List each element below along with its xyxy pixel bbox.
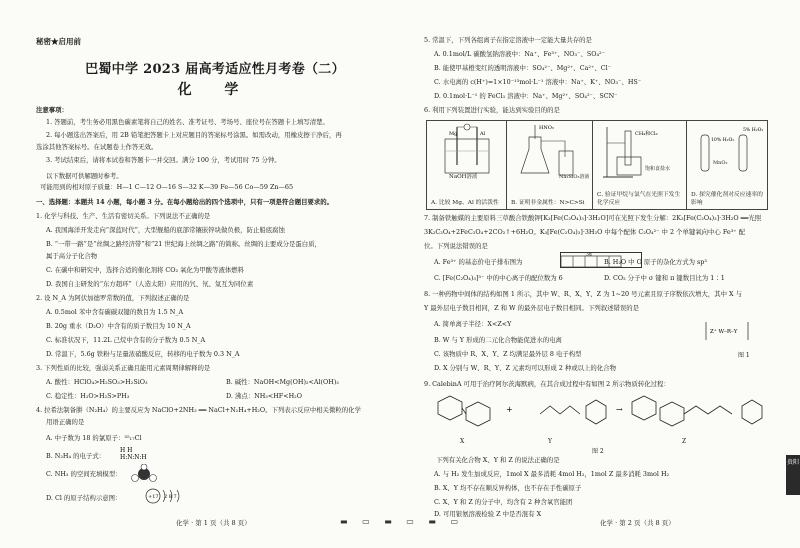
apparatus-c-drawing xyxy=(593,121,687,181)
apparatus-d-drawing xyxy=(687,121,767,181)
q8-c: C. 该物质中 R、X、Y、Z 均满足最外层 8 电子构型 xyxy=(434,350,582,358)
q9-stem: 9. CalebinA 可用于治疗阿尔茨海默病，在其合成过程中有如图 2 所示物质转化过程： xyxy=(424,380,670,388)
q7-c: C. [Fe(C₂O₄)₃]³⁻ 中的中心离子的配位数为 6 xyxy=(434,274,563,282)
q2-d: D. 常温下，5.6g 铁粉与足量浓硝酸反应，转移的电子数为 0.3 N_A xyxy=(46,350,240,358)
q8-a: A. 简单离子半径：X<Z<Y xyxy=(434,320,512,328)
q1-b2: 属于高分子化合物 xyxy=(46,252,98,260)
q2-b: B. 20g 重水（D₂O）中含有的质子数目为 10 N_A xyxy=(46,322,191,330)
q4-b: B. N₂H₄ 的电子式： xyxy=(46,452,106,460)
footer-right: 化学 · 第 2 页（共 8 页） xyxy=(600,519,675,527)
q9-a: A. 与 H₂ 发生加成反应，1mol X 最多消耗 4mol H₂，1mol Z 最多消耗 3mol H₂ xyxy=(434,470,670,478)
apparatus-b-caption: B. 证明非金属性：N>C>Si xyxy=(511,199,585,206)
exam-title: 巴蜀中学 2023 届高考适应性月考卷（二） xyxy=(85,62,345,77)
note-2b: 选涂其他答案标号。在试题卷上作答无效。 xyxy=(36,143,158,151)
svg-text:10% H₂O₂: 10% H₂O₂ xyxy=(711,138,735,143)
q9-d: D. 可用银氨溶液检验 Z 中是否混有 X xyxy=(434,510,542,518)
notes-heading: 注意事项： xyxy=(36,106,68,114)
figure2-reaction-scheme xyxy=(430,392,770,436)
q2-a: A. 0.5mol 苯中含有碳碳双键的数目为 1.5 N_A xyxy=(46,308,184,316)
q8-stem2: Y 最外层电子数目相同，Z 和 W 的最外层电子数目相同。下列叙述错误的是 xyxy=(424,304,640,312)
apparatus-a-drawing xyxy=(427,121,507,181)
q5-d: D. 0.1mol·L⁻¹ 的 FeCl₃ 溶液中：Na⁺、Mg²⁺、SO₄²⁻、SCN⁻ xyxy=(434,92,618,100)
svg-text:CH₄和Cl₂: CH₄和Cl₂ xyxy=(635,131,658,137)
note-2: 2. 每小题选出答案后，用 2B 铅笔把答题卡上对应题目的答案标号涂黑。如需改动，用橡皮擦干净后，再 xyxy=(46,131,342,139)
svg-text:H H: H H xyxy=(120,447,133,454)
secret-label: 秘密★启用前 xyxy=(36,37,81,46)
section1-heading: 一、选择题：本题共 14 小题，每小题 3 分。在每小题给出的四个选项中，只有一项是符合题目要求的。 xyxy=(36,198,334,206)
q5-b: B. 能使甲基橙变红的透明溶液中：SO₄²⁻、Mg²⁺、Ca²⁺、Cl⁻ xyxy=(434,64,612,72)
footer-left: 化学 · 第 1 页（共 8 页） xyxy=(176,519,251,527)
apparatus-c xyxy=(593,121,687,209)
svg-text:+17: +17 xyxy=(148,494,159,500)
q6-apparatus-table xyxy=(426,120,768,210)
q3-stem: 3. 下列性质的比较，强弱关系正确且能用元素周期律解释的是 xyxy=(36,364,211,372)
q5-a: A. 0.1mol/L 碳酸氢钠溶液中：Na⁺、Fe³⁺、NO₃⁻、SO₄²⁻ xyxy=(434,50,605,58)
svg-text:5% H₂O₂: 5% H₂O₂ xyxy=(743,128,764,133)
svg-text:+: + xyxy=(506,405,513,414)
cl-atom-structure-diagram xyxy=(144,486,188,506)
q9-question: 下列有关化合物 X、Y 和 Z 的说法正确的是 xyxy=(436,456,560,464)
q8-b: B. W 与 Y 形成的二元化合物能促进水的电离 xyxy=(434,336,562,344)
q7-stem2: 3K₂C₂O₄+2FeC₂O₄+2CO₂↑+6H₂O。K₃[Fe(C₂O₄)₃]·3H₂O 中每个配体 C₂O₄²⁻ 中 2 个单键氧向中心 Fe³⁺ 配 xyxy=(424,228,746,236)
q8-d: D. X 分别与 W、R、Y、Z 元素均可以形成 2 种或以上的化合物 xyxy=(434,364,616,372)
q3-a: A. 酸性：HClO₄>H₂SO₃>H₂SiO₃ xyxy=(46,378,148,386)
q3-c: C. 稳定性：H₂O>H₂S>PH₃ xyxy=(46,392,130,400)
q8-stem: 8. 一种药物中间体的结构如图 1 所示，其中 W、R、X、Y、Z 为 1~20 号元素且原子序数依次增大，其中 X 与 xyxy=(424,290,742,298)
fig2-z-label: Z xyxy=(682,438,687,445)
nh3-space-filling-model xyxy=(126,464,166,484)
svg-text:H:N:N:H: H:N:N:H xyxy=(120,454,147,461)
apparatus-b xyxy=(507,121,593,209)
figure1-structure xyxy=(702,318,752,344)
fig2-label: 图 2 xyxy=(592,448,604,455)
q6-stem: 6. 利用下列装置进行实验，能达到实验目的的是 xyxy=(424,106,560,114)
apparatus-d-label: MnO₂ xyxy=(713,160,728,166)
note-1: 1. 答题前，考生务必用黑色碳素笔将自己的姓名、准考证号、考场号、座位号在答题卡上填写清楚。 xyxy=(46,118,329,126)
q1-d: D. 我国自主研发的“东方超环”（人造太阳）应用的氕、氘、氚互为同位素 xyxy=(46,280,254,288)
q7-a: A. Fe³⁺ 的基态价电子排布图为 xyxy=(434,258,523,266)
apparatus-a-caption: A. 比较 Mg、Al 的活泼性 xyxy=(431,199,499,206)
q1-stem: 1. 化学与科技、生产、生活有密切关系。下列说法不正确的是 xyxy=(36,212,211,220)
q7-b: B. H₂O 中 O 原子的杂化方式为 sp³ xyxy=(604,258,707,266)
apparatus-a xyxy=(427,121,507,209)
fig2-x-label: X xyxy=(460,438,465,445)
svg-text:2 8 7: 2 8 7 xyxy=(164,494,177,500)
q1-b: B. “一带一路”是“丝绸之路经济带”和“21 世纪海上丝绸之路”的简称。丝绸的主要成分是蛋白质， xyxy=(46,240,321,248)
q3-d: D. 沸点：NH₃<HF<H₂O xyxy=(226,392,302,400)
svg-text:HNO₃: HNO₃ xyxy=(539,125,554,131)
q7-stem3: 位。下列说法错误的是 xyxy=(424,242,488,250)
svg-text:Al: Al xyxy=(480,131,486,137)
apparatus-c-label: 饱和食盐水 xyxy=(645,166,671,172)
q1-c: C. 在碳中和研究中，选择合适的催化剂将 CO₂ 氧化为甲酸等液体燃料 xyxy=(46,266,245,274)
q4-stem2: 用语正确的是 xyxy=(46,418,85,426)
apparatus-b-label: Na₂SiO₃溶液 xyxy=(559,174,590,180)
fig1-label: 图 1 xyxy=(738,352,750,359)
q3-b: B. 碱性：NaOH<Mg(OH)₂<Al(OH)₃ xyxy=(226,378,339,386)
q7-stem: 7. 制备铁触媒的主要原料三草酸合铁酸钾[K₃[Fe(C₂O₄)₃]·3H₂O]可在光照下发生分解：2K₃[Fe(C₂O₄)₃]·3H₂O ══光照 xyxy=(424,214,762,222)
q4-a: A. 中子数为 18 的氯原子：³⁵₁₇Cl xyxy=(46,434,142,442)
q7-d: D. CO₂ 分子中 σ 键和 π 键数目比为 1∶1 xyxy=(604,274,725,282)
svg-text:→: → xyxy=(616,405,623,414)
exam-subject: 化 学 xyxy=(177,82,253,98)
ref-line: 以下数据可供解题时参考。 xyxy=(46,172,123,180)
q5-c: C. 水电离的 c(H⁺)=1×10⁻¹³mol·L⁻¹ 溶液中：Na⁺、K⁺、NO₃⁻、HS⁻ xyxy=(434,78,642,86)
side-tab: 贵阳 xyxy=(786,455,800,495)
fig2-y-label: Y xyxy=(548,438,552,445)
q1-a: A. 我国海洋开发走向“深蓝时代”，大型舰船的底部常镶嵌锌块做负极，防止船底腐蚀 xyxy=(46,226,285,234)
apparatus-d xyxy=(687,121,767,209)
footer-marks: ▬ ▭ ▬ ▭ ▬ ▭ xyxy=(340,517,465,526)
q4-stem: 4. 拉希法制备肼（N₂H₄）的主要反应为 NaClO+2NH₃ ══ NaCl+N₂H₄+H₂O。下列表示反应中相关微粒的化学 xyxy=(36,406,361,414)
apparatus-a-label: NaOH溶液 xyxy=(449,174,478,180)
svg-text:Mg: Mg xyxy=(449,131,458,137)
q9-b: B. X、Y 均不存在顺反异构体，也不存在手性碳原子 xyxy=(434,484,582,492)
q4-c: C. NH₃ 的空间充填模型： xyxy=(46,470,122,478)
q2-c: C. 标准状况下，11.2L 己烷中含有的分子数为 0.5 N_A xyxy=(46,336,206,344)
atomic-masses: 可能用到的相对原子质量：H—1 C—12 O—16 S—32 K—39 Fe—56 Co—59 Zn—65 xyxy=(40,183,294,191)
n2h4-electron-formula xyxy=(118,444,168,464)
q5-stem: 5. 常温下，下列各组离子在指定溶液中一定能大量共存的是 xyxy=(424,36,592,44)
q2-stem: 2. 设 N_A 为阿伏加德罗常数的值，下列叙述正确的是 xyxy=(36,294,190,302)
q4-d: D. Cl 的原子结构示意图： xyxy=(46,494,122,502)
orbital-label: 3d xyxy=(586,252,592,258)
apparatus-c-caption: C. 验证甲烷与氯气在光照下发生化学反应 xyxy=(597,192,681,206)
apparatus-d-caption: D. 探究催化剂对反应速率的影响 xyxy=(691,192,763,206)
svg-text:Z⁺ W–R–Y: Z⁺ W–R–Y xyxy=(710,329,738,335)
q9-c: C. X、Y 和 Z 的分子中，均含有 2 种含氧官能团 xyxy=(434,498,573,506)
note-3: 3. 考试结束后，请将本试卷和答题卡一并交回。满分 100 分，考试用时 75 分钟。 xyxy=(46,156,281,164)
